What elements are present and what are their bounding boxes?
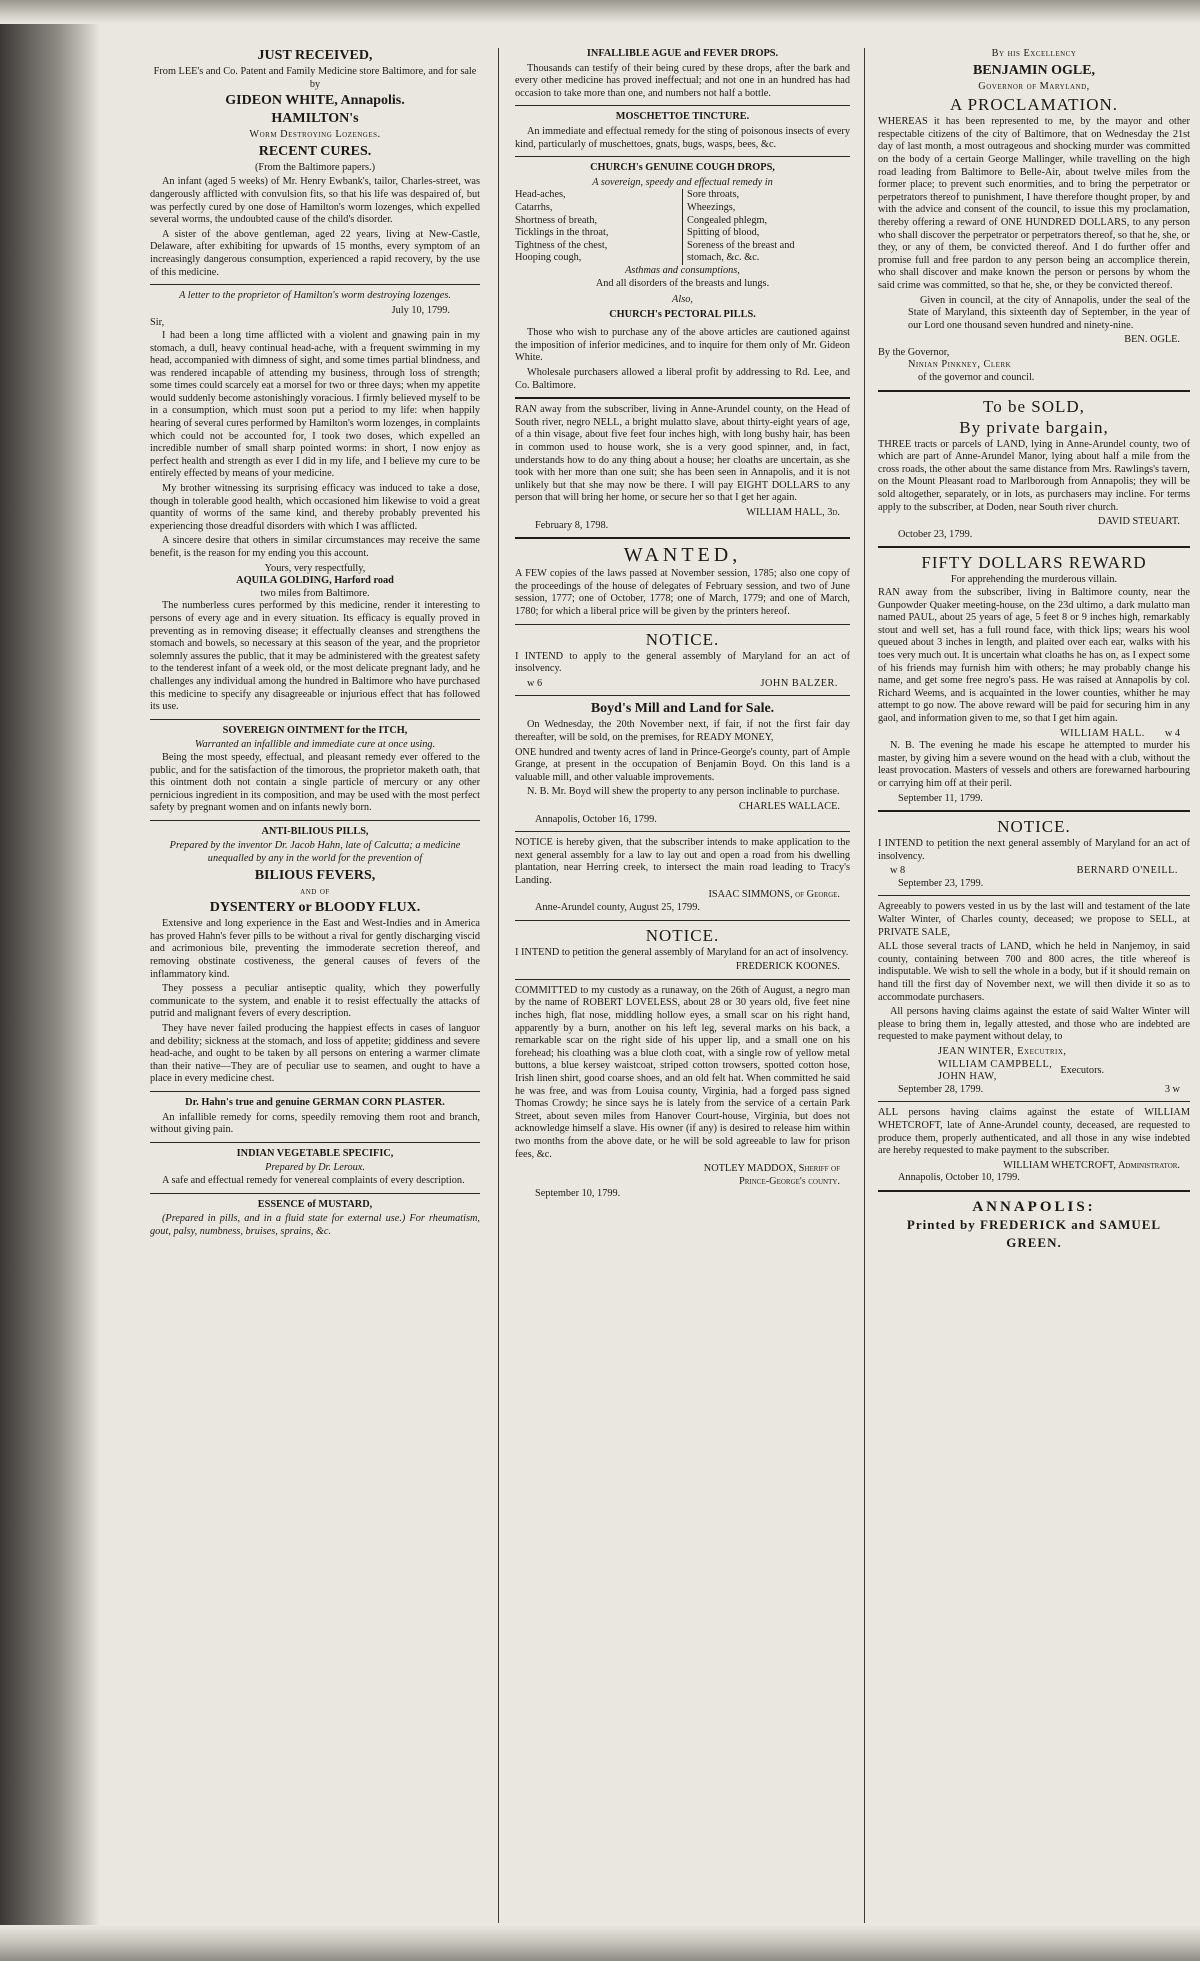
divider bbox=[878, 546, 1190, 548]
text: Executors. bbox=[1060, 1064, 1105, 1076]
text: two miles from Baltimore. bbox=[260, 587, 370, 599]
text: of the governor and council. bbox=[918, 372, 1035, 384]
subheading: Prepared by Dr. Leroux. bbox=[265, 1162, 365, 1174]
paragraph: ONE hundred and twenty acres of land in Prince-George's county, part of Ample Grange, at present in the occupation of Benjamin Boyd. On this land is a valuable mill, and other valuable improvements. bbox=[515, 746, 850, 783]
signature: BERNARD O'NEILL. bbox=[1076, 865, 1178, 877]
paragraph: A sister of the above gentleman, aged 22 years, living at New-Castle, Delaware, after exhibiting for upwards of 15 months, every symptom of an increasingly dangerous consumption, experienced a rapid recovery, by the use of this medicine. bbox=[150, 228, 480, 278]
list-item: stomach, &c. &c. bbox=[687, 252, 760, 264]
paragraph: Those who wish to purchase any of the above articles are cautioned against the imposition of inferior medicines, and to inquire for them only of Mr. Gideon White. bbox=[515, 327, 850, 364]
ad-code: w 4 bbox=[1164, 727, 1180, 739]
paragraph: An immediate and effectual remedy for the sting of poisonous insects of every kind, particularly of muschettoes, gnats, bugs, wasps, bees, &c. bbox=[515, 125, 850, 150]
paragraph: They have never failed producing the happiest effects in cases of languor and debility; sickness at the stomach, and loss of appetite; giddiness and severe head-ache, and ought to be taken by all persons on entering a warmer climate than their native—They are of peculiar use to seamen, and ought to have a place in every medicine chest. bbox=[150, 1023, 480, 1085]
ad-code: w 6 bbox=[527, 677, 543, 689]
divider bbox=[150, 1142, 480, 1143]
text: Governor of Maryland, bbox=[978, 80, 1090, 92]
text: And all disorders of the breasts and lungs. bbox=[595, 277, 770, 289]
heading: NOTICE. bbox=[645, 629, 720, 649]
heading: BENJAMIN OGLE, bbox=[972, 62, 1096, 78]
signature-group bbox=[878, 1059, 1190, 1084]
signature-line bbox=[878, 728, 1190, 741]
signature: WILLIAM HALL, 3d. bbox=[746, 507, 840, 518]
ailment-column-left bbox=[515, 189, 683, 265]
list-item: Head-aches, bbox=[515, 189, 566, 201]
text: By the Governor, bbox=[878, 346, 950, 358]
heading: INFALLIBLE AGUE and FEVER DROPS. bbox=[586, 48, 779, 59]
paragraph: N. B. Mr. Boyd will shew the property to any person inclinable to purchase. bbox=[527, 786, 840, 798]
list-item: Soreness of the breast and bbox=[687, 239, 795, 251]
divider bbox=[150, 1193, 480, 1194]
date: July 10, 1799. bbox=[391, 304, 450, 316]
paragraph: My brother witnessing its surprising efficacy was induced to take a dose, though in tolerable good health, which occasioned him likewise to void a great quantity of worms of the same kind, and thereby probably prevented his experiencing those dreadful disorders with which I was afflicted. bbox=[150, 483, 480, 532]
column-2 bbox=[515, 46, 850, 1926]
subheading: Warranted an infallible and immediate cure at once using. bbox=[194, 739, 436, 751]
date: October 23, 1799. bbox=[898, 528, 973, 540]
signature: JOHN BALZER. bbox=[760, 677, 838, 689]
heading: Boyd's Mill and Land for Sale. bbox=[590, 701, 775, 717]
scan-shadow-bottom bbox=[0, 1925, 1200, 1961]
paragraph: ALL persons having claims against the estate of WILLIAM WHETCROFT, late of Anne-Arundel county, deceased, are requested to produce them, properly authenticated, and all those in any wise indebted are hereby requested to make payment to the subscriber. bbox=[878, 1107, 1190, 1157]
divider bbox=[515, 831, 850, 832]
heading: ESSENCE of MUSTARD, bbox=[257, 1198, 373, 1210]
text: Prince-George's county. bbox=[739, 1175, 840, 1187]
paragraph: ALL those several tracts of LAND, which he held in Nanjemoy, in said county, containing between 700 and 800 acres, the title whereof is indisputable. We wish to sell the whole in a body, but if it should remain on hand till the first day of November next, we will then divide it so as to accommodate purchasers. bbox=[878, 941, 1190, 1003]
paragraph: THREE tracts or parcels of LAND, lying in Anne-Arundel county, two of which are part of Anne-Arundel Manor, lying about half a mile from the cross roads, the other about the same distance from Mrs. Rawlings's tavern, on the Mount Pleasant road to Marlborough from Annapolis; they will be sold altogether, separately, or in lots, as purchasers may incline. For terms apply to the subscriber, at Doden, near South river church. bbox=[878, 438, 1190, 513]
list-item: Tightness of the chest, bbox=[515, 239, 608, 251]
closing: Yours, very respectfully, bbox=[264, 562, 366, 574]
paragraph: I INTEND to apply to the general assembly of Maryland for an act of insolvency. bbox=[515, 650, 850, 675]
list-item: Congealed phlegm, bbox=[687, 214, 768, 226]
signature: WILLIAM CAMPBELL, bbox=[938, 1058, 1053, 1070]
signature: BEN. OGLE. bbox=[1124, 334, 1180, 346]
signature: JEAN WINTER, Executrix, bbox=[938, 1046, 1067, 1057]
paragraph: WHEREAS it has been represented to me, by the mayor and other respectable citizens of the city of Baltimore, that on Wednesday the 21st day of last month, a most outrageous and shocking murder was committed on the body of a certain George Mallinger, while travelling on the high road leading from Baltimore to Belle-Air, about twelve miles from the former place; to prevent such enormities, and to bring the perpetrator or perpetrators thereof to punishment, I have therefore thought proper, by and with the advice and consent of the council, to issue this my proclamation, thereby offering a reward of ONE HUNDRED DOLLARS, to any person who shall discover the perpetrator or perpetrators thereof, so that he, she, or they, or any of them, be convicted thereof. And I do further offer and promise full and free pardon to any person being an accomplice therein, who shall discover and make known the person or persons by whom the said crime was committed, so that he, she, or they be convicted thereof. bbox=[878, 116, 1190, 291]
heading: BILIOUS FEVERS, bbox=[254, 867, 376, 883]
heading: CHURCH's GENUINE COUGH DROPS, bbox=[590, 162, 775, 174]
subheading: For apprehending the murderous villain. bbox=[950, 574, 1118, 586]
date: Annapolis, October 10, 1799. bbox=[898, 1172, 1020, 1184]
salutation: Sir, bbox=[150, 317, 165, 329]
column-1 bbox=[150, 46, 480, 1926]
divider bbox=[515, 397, 850, 399]
imprint-printer: Printed by FREDERICK and SAMUEL GREEN. bbox=[906, 1216, 1162, 1250]
paragraph: N. B. The evening he made his escape he attempted to murder his master, by giving him a severe wound on the head with a club, without the least provocation. Masters of vessels and others are forewarned harbouring or carrying him off at their peril. bbox=[878, 740, 1190, 789]
signature: FREDERICK KOONES. bbox=[735, 961, 840, 973]
divider bbox=[150, 1091, 480, 1092]
paragraph: I INTEND to petition the general assembly of Maryland for an act of insolvency. bbox=[515, 946, 849, 958]
paragraph: Extensive and long experience in the East and West-Indies and in America has proved Hahn's fever pills to be without a rival for gently discharging viscid and acrimonious bile, preventing the immoderate secretion thereof, and removing obstinate costiveness, the general causes of fevers of the inflammatory kind. bbox=[150, 918, 480, 980]
signature: WILLIAM HALL. bbox=[1059, 727, 1145, 739]
heading: INDIAN VEGETABLE SPECIFIC, bbox=[236, 1147, 394, 1159]
date-line bbox=[878, 1084, 1190, 1097]
divider bbox=[515, 624, 850, 625]
paragraph: All persons having claims against the estate of said Walter Winter will please to bring them in, legally attested, and those who are indebted are requested to make payment without delay, to bbox=[878, 1006, 1190, 1043]
text: From LEE's and Co. Patent and Family Medicine store Baltimore, and for sale by bbox=[153, 66, 477, 90]
paragraph: They possess a peculiar antiseptic quality, which they powerfully communicate to the system, and enable it to resist effectually the attacks of putrid and malignant fevers of every description. bbox=[150, 983, 480, 1020]
divider bbox=[150, 284, 480, 285]
paragraph: RAN away from the subscriber, living in Baltimore county, near the Gunpowder Quaker meeting-house, on the 23d ultimo, a dark mulatto man named PAUL, about 25 years of age, 5 feet 8 or 9 inches high, remarkably stout and well set, has a full round face, with thick lips; wears his wool queued about 3 inches in length, and plaited over each ear, walks with his toes very much out. It is uncertain what cloaths he has on, as I expect some of his friends may furnish him with others; he may probably change his name, and get some free negro's pass. He was raised at Annapolis by col. Richard Weems, and is acquainted in the lower counties, whither he may attempt to go now. The above reward will be paid for securing him in any gaol, and information given to me, so that I get him again. bbox=[878, 587, 1190, 724]
paragraph: COMMITTED to my custody as a runaway, on the 26th of August, a negro man by the name of ROBERT LOVELESS, about 28 or 30 years old, five feet nine inches high, flat nose, middling hollow eyes, a small scar on his right hand, apparently by a burn, another on his left leg, several marks on his back, a remarkable scar on the right side of his upper lip, and a small one on his forehead; his cloathing was a blue cloth coat, with a single row of yellow metal buttons, a blue kersey waistcoat, striped cotton trowsers, spotted cotton hose, Irish linen shirt, good coarse shoes, and an old felt hat. When committed he said he was free, and was from Louisa county, Virginia, had a forged pass signed Thomas Crowdy; he since says he is lately from the service of a certain Park Street, about seven miles from Hanover Court-house, Virginia, but does not acknowledge himself a slave. His owner (if any) is desired to release him within two months from the above date, or he will be sold agreeable to law for prison fees, &c. bbox=[515, 984, 850, 1160]
executor-names bbox=[938, 1059, 1052, 1084]
heading: RECENT CURES. bbox=[258, 143, 372, 159]
list-item: Shortness of breath, bbox=[515, 214, 598, 226]
signature: DAVID STEUART. bbox=[1098, 516, 1180, 528]
ailment-list bbox=[515, 189, 850, 265]
imprint-city: ANNAPOLIS: bbox=[972, 1198, 1096, 1215]
date: September 23, 1799. bbox=[898, 877, 984, 889]
ad-code: 3 w bbox=[1164, 1083, 1180, 1095]
date: Annapolis, October 16, 1799. bbox=[535, 813, 657, 825]
heading: Dr. Hahn's true and genuine GERMAN CORN PLASTER. bbox=[185, 1096, 445, 1108]
divider bbox=[150, 820, 480, 821]
heading: To be SOLD, bbox=[983, 396, 1085, 416]
paragraph: A FEW copies of the laws passed at November session, 1785; also one copy of the proceedings of the house of delegates of February session, and two of June session, 1777; one of October, 1778; one of March, 1779; and one of March, 1780; for which a liberal price will be given by the printers hereof. bbox=[515, 568, 850, 617]
text: By his Excellency bbox=[991, 48, 1077, 59]
paragraph: I had been a long time afflicted with a violent and gnawing pain in my stomach, a dull, heavy continual head-ache, with a frequent swimming in my head, accompanied with dimness of sight, and some times partial blindness, and was rendered incapable of attending my business, through loss of strength; some times could scarcely eat a morsel for two or three days; when my appetite would suddenly become astonishingly voracious. I firmly believed myself to be in a consumption, which must soon put a period to my life: when happily hearing of several cures performed by Hamilton's worm lozenges, in complaints which could not be accounted for, I took two doses, which expelled an incredible number of small sharp pointed worms: in short, I now enjoy as perfect health and strength as ever I did in my life, and I believe my cure to be entirely effected by means of your medicine. bbox=[150, 329, 480, 480]
ad-code: w 8 bbox=[890, 865, 906, 877]
text: Also, bbox=[672, 294, 693, 306]
paragraph: Being the most speedy, effectual, and pleasant remedy ever offered to the public, and for the satisfaction of the timorous, the proprietor maketh oath, that this ointment doth not contain a single particle of mercury or any other pernicious ingredient in its composition, and may be used with the most perfect safety by pregnant women and on infants newly born. bbox=[150, 751, 480, 814]
divider bbox=[150, 719, 480, 720]
column-3 bbox=[878, 46, 1190, 1926]
date: September 11, 1799. bbox=[898, 792, 983, 804]
divider bbox=[515, 979, 850, 980]
paragraph: A safe and effectual remedy for venereal complaints of every description. bbox=[162, 1174, 465, 1186]
list-item: Catarrhs, bbox=[515, 201, 553, 213]
signature: JOHN HAW, bbox=[938, 1071, 997, 1083]
divider bbox=[515, 156, 850, 157]
list-item: Wheezings, bbox=[687, 201, 736, 213]
signature: AQUILA GOLDING, Harford road bbox=[236, 575, 394, 587]
paragraph: Given in council, at the city of Annapolis, under the seal of the State of Maryland, this sixteenth day of September, in the year of our Lord one thousand seven hundred and ninety-nine. bbox=[908, 294, 1190, 331]
heading: NOTICE. bbox=[645, 925, 720, 945]
heading: A PROCLAMATION. bbox=[949, 95, 1119, 115]
paragraph: Thousands can testify of their being cured by these drops, after the bark and every other medicine has proved ineffectual; and not one in an hundred has had occasion to take more than one, and numbers not half a bottle. bbox=[515, 62, 850, 99]
divider bbox=[878, 1190, 1190, 1192]
text: Ninian Pinkney, Clerk bbox=[908, 359, 1012, 371]
divider bbox=[878, 810, 1190, 812]
text: and of bbox=[300, 885, 330, 897]
text: (From the Baltimore papers.) bbox=[254, 161, 376, 173]
date: September 10, 1799. bbox=[535, 1188, 621, 1200]
divider bbox=[878, 1101, 1190, 1102]
text: Asthmas and consumptions, bbox=[625, 264, 740, 276]
paragraph: Wholesale purchasers allowed a liberal profit by addressing to Rd. Lee, and Co. Baltimore. bbox=[515, 367, 850, 391]
heading: NOTICE. bbox=[997, 817, 1071, 837]
signature: NOTLEY MADDOX, Sheriff of bbox=[703, 1163, 840, 1175]
signature: ISAAC SIMMONS, of George. bbox=[708, 889, 840, 901]
divider bbox=[515, 105, 850, 106]
heading: ANTI-BILIOUS PILLS, bbox=[261, 825, 369, 837]
list-item: Ticklings in the throat, bbox=[515, 227, 609, 239]
heading: HAMILTON's bbox=[271, 111, 359, 127]
ailment-column-right bbox=[687, 189, 850, 265]
paragraph: NOTICE is hereby given, that the subscriber intends to make application to the next general assembly for a law to lay out and open a road from his dwelling plantation, near Herring creek, to intersect the main road leading to Tracy's Landing. bbox=[515, 837, 850, 886]
heading: SOVEREIGN OINTMENT for the ITCH, bbox=[222, 724, 408, 736]
signature-line bbox=[515, 678, 850, 691]
seller-name: GIDEON WHITE, Annapolis. bbox=[225, 93, 405, 109]
subheading: Worm Destroying Lozenges. bbox=[249, 129, 381, 141]
divider bbox=[515, 537, 850, 539]
subheading: A sovereign, speedy and effectual remedy in bbox=[592, 176, 773, 188]
heading: FIFTY DOLLARS REWARD bbox=[921, 553, 1147, 573]
divider bbox=[515, 920, 850, 921]
subheading: Prepared by the inventor Dr. Jacob Hahn, late of Calcutta; a medicine unequalled by any in the world for the prevention of bbox=[169, 840, 461, 865]
date: September 28, 1799. bbox=[898, 1083, 984, 1095]
divider bbox=[515, 695, 850, 696]
heading: WANTED, bbox=[623, 544, 742, 567]
heading: JUST RECEIVED, bbox=[257, 48, 373, 63]
list-item: Spitting of blood, bbox=[687, 227, 760, 239]
signature: CHARLES WALLACE. bbox=[738, 800, 840, 812]
paragraph: An infant (aged 5 weeks) of Mr. Henry Ewbank's, tailor, Charles-street, was dangerously afflicted with convulsion fits, so that his life was despaired of, but was perfectly cured by one dose of Hamilton's worm lozenges, which expelled several worms, the undoubted cause of the child's disorder. bbox=[150, 176, 480, 226]
paragraph: RAN away from the subscriber, living in Anne-Arundel county, on the Head of South river, negro NELL, a bright mulatto slave, about thirty-eight years of age, of a thin visage, about five feet four inches high, with long bushy hair, has been in common used to house work, she is a very good spinner, and, in fact, understands how to do any thing about a house; her cloaths are uncertain, as she took with her more than one suit; she has been seen in Annapolis, and it is not unlikely but that she may now be there. I will pay EIGHT DOLLARS to any person that will bring her home, or secure her so that I get her again. bbox=[515, 404, 850, 504]
signature: WILLIAM WHETCROFT, Administrator. bbox=[1003, 1159, 1180, 1171]
signature-line bbox=[878, 865, 1190, 878]
list-item: Sore throats, bbox=[687, 189, 740, 201]
heading: CHURCH's PECTORAL PILLS. bbox=[609, 308, 756, 320]
column-rule bbox=[498, 48, 499, 1923]
scan-shadow-top bbox=[0, 0, 1200, 24]
heading: MOSCHETTOE TINCTURE. bbox=[615, 111, 750, 123]
paragraph: (Prepared in pills, and in a fluid state for external use.) For rheumatism, gout, palsy, numbness, bruises, sprains, &c. bbox=[150, 1213, 480, 1237]
paragraph: I INTEND to petition the next general assembly of Maryland for an act of insolvency. bbox=[878, 838, 1190, 862]
divider bbox=[878, 390, 1190, 392]
paragraph: A sincere desire that others in similar circumstances may receive the same benefit, is the reason for my ending you this account. bbox=[150, 535, 480, 559]
paragraph: On Wednesday, the 20th November next, if fair, if not the first fair day thereafter, will be sold, on the premises, for READY MONEY, bbox=[515, 719, 850, 743]
heading: DYSENTERY or BLOODY FLUX. bbox=[209, 900, 421, 916]
column-rule bbox=[864, 48, 865, 1923]
list-item: Hooping cough, bbox=[515, 252, 582, 264]
paragraph: An infallible remedy for corns, speedily removing them root and branch, without giving pain. bbox=[150, 1111, 480, 1136]
heading: By private bargain, bbox=[959, 417, 1109, 437]
divider bbox=[878, 895, 1190, 896]
paragraph: Agreeably to powers vested in us by the last will and testament of the late Walter Winter, of Charles county, deceased; we propose to SELL, at PRIVATE SALE, bbox=[878, 901, 1190, 938]
date: Anne-Arundel county, August 25, 1799. bbox=[535, 902, 700, 914]
paragraph: The numberless cures performed by this medicine, render it interesting to persons of every age and in every situation. Its efficacy is equally proved in preventing as in removing disease; it effectually cleanses and strengthens the stomach and bowels, so necessary at this season of the year, and the proprietor solemnly assures the public, that it may be administered with the greatest safety to the tenderest infant of a week old, or the most delicate pregnant lady, and he challenges any individual among the hundred in Baltimore who have purchased this medicine to specify any disagreeable or injurious effect that has followed its use. bbox=[150, 600, 480, 713]
scan-shadow-left bbox=[0, 0, 100, 1961]
date: February 8, 1798. bbox=[535, 519, 609, 531]
letter-title: A letter to the proprietor of Hamilton's worm destroying lozenges. bbox=[179, 290, 451, 302]
